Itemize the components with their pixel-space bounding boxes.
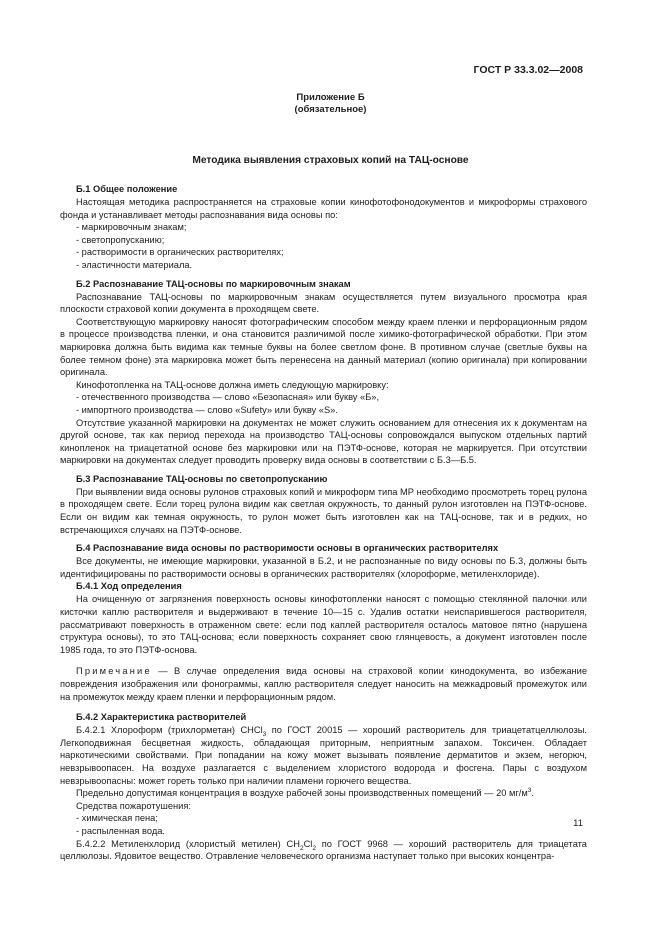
document-body (60, 183, 587, 863)
list-item: - светопропусканию; (76, 234, 165, 245)
section-heading: Б.2 Распознавание ТАЦ-основы по маркировочным знакам (76, 278, 351, 289)
section-heading: Б.1 Общее положение (76, 184, 178, 194)
paragraph: Б.4.2.2 Метиленхлорид (хлористый метилен) $CH_2Cl_2$ по ГОСТ 9968 — хороший растворитель для триацетата целлюлозы. Ядовитое вещество. Отравление человеческого организма наступает только при высоких концентра- (60, 838, 587, 862)
paragraph: Все документы, не имеющие маркировки, указанной в Б.2, и не распознанные по виду основы по Б.3, должны быть идентифицированы по растворимости основы в органических растворителях (хлороформе, метиленхлориде). (60, 556, 587, 579)
section-heading: Б.4 Распознавание вида основы по растворимости основы в органических растворителях (76, 543, 499, 554)
paragraph: Кинофотопленка на ТАЦ-основе должна иметь следующую маркировку: (76, 379, 389, 390)
paragraph: Предельно допустимая концентрация в воздухе рабочей зоны производственных помещений — 20 $мг/м^3$. (76, 787, 534, 799)
list-item: - растворимости в органических растворителях; (76, 247, 284, 258)
list-item: - распыленная вода. (76, 825, 166, 836)
paragraph: Средства пожаротушения: (76, 800, 191, 811)
paragraph: Настоящая методика распространяется на страховые копии кинофотофонодокументов и микроформы страхового фонда и устанавливает методы распознавания вида основы по: (60, 197, 587, 220)
list-item: - маркировочным знакам; (76, 222, 187, 233)
list-item: - эластичности материала. (76, 259, 193, 270)
list-item: - импортного производства — слово «Sufety» или букву «S». (76, 404, 338, 415)
paragraph: Распознавание ТАЦ-основы по маркировочным знакам осуществляется путем визуального просмотра края плоскости страховой копии документа в проходящем свете. (60, 291, 587, 315)
note (60, 665, 587, 703)
appendix-status: (обязательное) (294, 104, 367, 115)
note-text: — В случае определения вида основы на страховой копии кинодокумента, во избежание повреждения изображения или фонограммы, каплю растворителя следует наносить на межкадровый промежуток или на промежуток между краем пленки и перфорационным рядом. (60, 666, 587, 702)
section-heading: Б.3 Распознавание ТАЦ-основы по светопропусканию (76, 473, 328, 484)
subsection-heading: Б.4.1 Ход определения (76, 581, 182, 592)
paragraph: На очищенную от загрязнения поверхность основы кинофотопленки наносят с помощью стеклянной палочки или кисточки каплю растворителя и выдерживают в течение 10—15 с. Удалив остатки неиспарившегося растворителя, рассматривают поверхность в отраженном свете: если под каплей растворителя осталось матовое пятно (нарушена структура основы), то это ТАЦ-основа; если поверхность сохраняет свою глянцевость, а документ изготовлен после 1985 года, то это ПЭТФ-основа. (60, 594, 587, 655)
subsection-heading: Б.4.2 Характеристика растворителей (76, 712, 247, 723)
page-number: 11 (573, 818, 583, 829)
list-item: - отечественного производства — слово «Безопасная» или букву «Б», (76, 392, 380, 403)
note-label: Примечание (76, 666, 152, 677)
paragraph: Соответствующую маркировку наносят фотографическим способом между краем пленки и перфорационным рядом в процессе производства пленки, и она становится различимой после химико-фотографической обработки. При этом маркировка должна быть видима как темные буквы на более светлом фоне. В противном случае (светлые буквы на более темном фоне) эта маркировка может быть перенесена на данный материал (копию оригинала) при копировании оригинала. (60, 316, 587, 378)
document-code: ГОСТ Р 33.3.02—2008 (473, 64, 583, 76)
document-title: Методика выявления страховых копий на ТАЦ-основе (192, 155, 469, 166)
appendix-title: Приложение Б (296, 92, 365, 103)
paragraph: Отсутствие указанной маркировки на документах не может служить основанием для отнесения их к документам на другой основе, так как период перехода на производство ТАЦ-основы сопровождался выпуском отдельных партий кинопленок на триацетатной основе без маркировки или на ПЭТФ-основе, которая не маркируется. При отсутствии маркировки на документах следует проводить проверку вида основы в соответствии с Б.3—Б.5. (60, 417, 587, 466)
list-item: - химическая пена; (76, 813, 158, 824)
paragraph: При выявлении вида основы рулонов страховых копий и микроформ типа МР необходимо просмотреть торец рулона в проходящем свете. Если торец рулона видим как светлая окружность, то данный рулон изготовлен на ПЭТФ-основе. Если он видим как темная окружность, то рулон может быть изготовлен как на ТАЦ-основе, так и в редких, но встречающихся случаях на ПЭТФ-основе. (60, 486, 587, 535)
paragraph: Б.4.2.1 Хлороформ (трихлорметан) CHCl$_3$ по ГОСТ 20015 — хороший растворитель для триацетатцеллюлозы. Легкоподвижная бесцветная жидкость, обладающая приторным, неприятным запахом. Токсичен. Обладает наркотическими свойствами. При попадании на кожу может вызывать появление дерматитов и экзем, негорюч, невзрывоопасен. На воздухе разлагается с выделением хлористого водорода и фосгена. Пары с воздухом невзрывоопасны: может гореть только при наличии пламени горючего вещества. (60, 725, 587, 786)
